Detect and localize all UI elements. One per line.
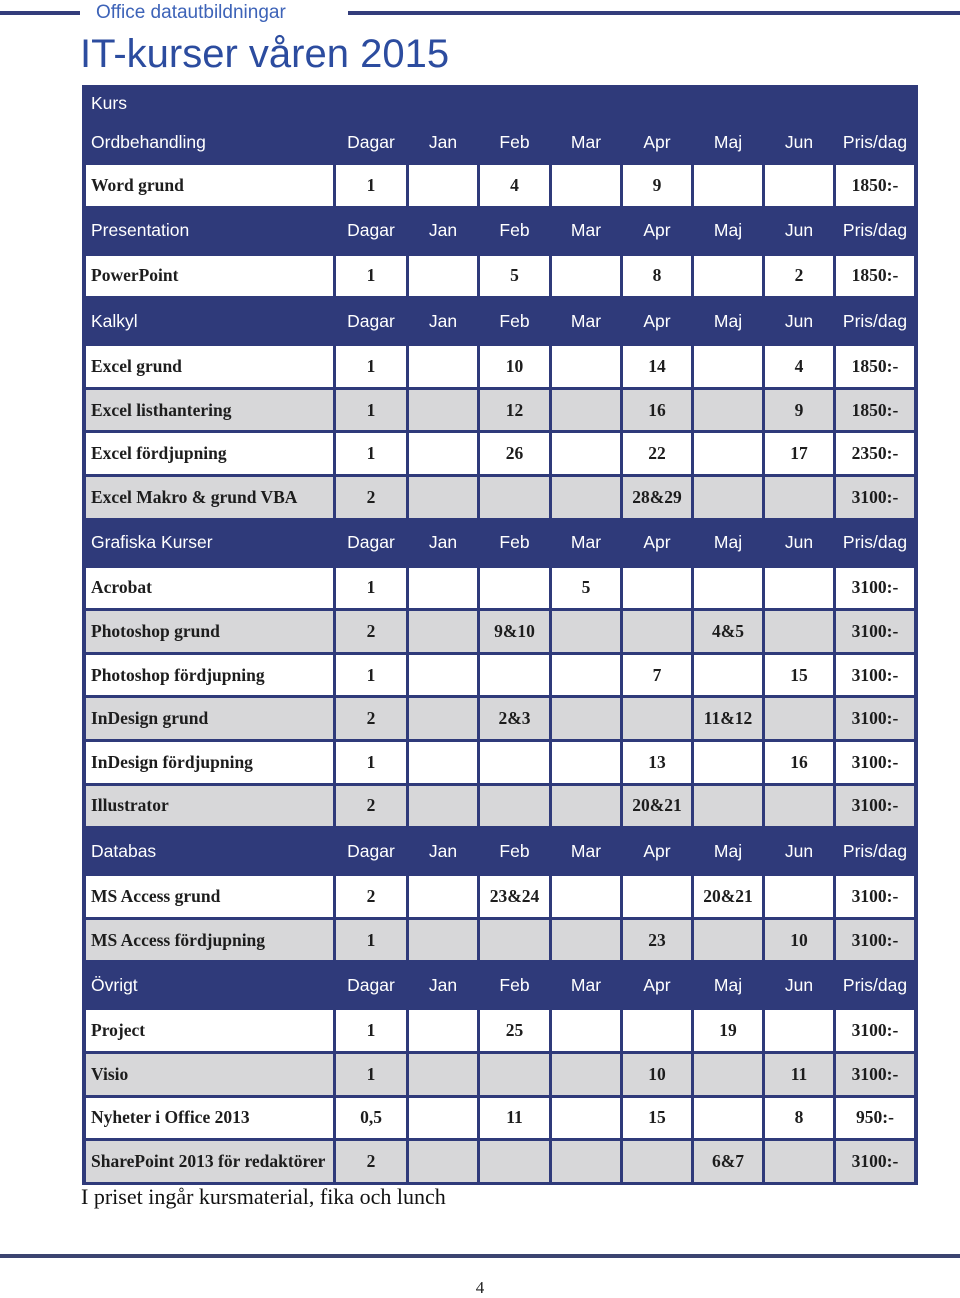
date-cell-feb	[480, 1141, 549, 1182]
price-cell: 3100:-	[836, 655, 914, 696]
date-cell-jan	[409, 568, 477, 609]
date-cell-apr	[623, 1141, 691, 1182]
date-cell-maj	[694, 346, 762, 387]
course-name: MS Access fördjupning	[86, 920, 333, 961]
date-cell-apr	[623, 1010, 691, 1051]
days-cell: 1	[336, 165, 406, 206]
date-cell-mar	[552, 1054, 620, 1095]
date-cell-jan	[409, 876, 477, 917]
course-name: Acrobat	[86, 568, 333, 609]
course-row	[86, 477, 914, 518]
column-label-feb: Feb	[499, 532, 530, 553]
date-cell-apr: 8	[623, 256, 691, 297]
date-cell-mar	[552, 165, 620, 206]
page-number: 4	[475, 1278, 485, 1297]
section-header-row	[86, 521, 914, 565]
date-cell-apr: 15	[623, 1098, 691, 1139]
page-title: IT-kurser våren 2015	[80, 32, 450, 76]
column-label-mar: Mar	[570, 974, 602, 995]
price-cell: 3100:-	[836, 477, 914, 518]
column-label-maj: Maj	[713, 974, 743, 995]
column-label-price: Pris/dag	[842, 220, 908, 241]
column-label-price: Pris/dag	[842, 532, 908, 553]
date-cell-maj	[694, 1054, 762, 1095]
price-cell: 950:-	[836, 1098, 914, 1139]
date-cell-feb	[480, 568, 549, 609]
section-header-row	[86, 963, 914, 1007]
date-cell-jan	[409, 165, 477, 206]
section-header-row	[86, 299, 914, 343]
date-cell-jun: 17	[765, 433, 833, 474]
column-label-feb: Feb	[499, 220, 530, 241]
price-cell: 3100:-	[836, 1054, 914, 1095]
column-label-price: Pris/dag	[842, 974, 908, 995]
date-cell-jan	[409, 786, 477, 827]
section-title: Ordbehandling	[91, 131, 206, 152]
date-cell-mar	[552, 346, 620, 387]
course-name: Project	[86, 1010, 333, 1051]
top-rule-left	[0, 11, 80, 15]
date-cell-jun	[765, 786, 833, 827]
date-cell-feb	[480, 920, 549, 961]
date-cell-maj	[694, 568, 762, 609]
column-label-days: Dagar	[347, 220, 395, 241]
column-label-jan: Jan	[428, 532, 458, 553]
days-cell: 1	[336, 568, 406, 609]
date-cell-feb: 25	[480, 1010, 549, 1051]
date-cell-feb: 5	[480, 256, 549, 297]
column-label-jan: Jan	[428, 840, 458, 861]
course-row	[86, 1098, 914, 1139]
column-label-days: Dagar	[347, 840, 395, 861]
table-top-label: Kurs	[91, 93, 127, 113]
days-cell: 1	[336, 346, 406, 387]
date-cell-apr: 13	[623, 742, 691, 783]
column-label-feb: Feb	[499, 840, 530, 861]
price-cell: 3100:-	[836, 742, 914, 783]
section-header-row	[86, 122, 914, 162]
date-cell-mar	[552, 655, 620, 696]
date-cell-feb: 2&3	[480, 698, 549, 739]
course-row	[86, 390, 914, 431]
column-label-mar: Mar	[570, 131, 602, 152]
course-name: MS Access grund	[86, 876, 333, 917]
date-cell-jan	[409, 655, 477, 696]
date-cell-feb: 9&10	[480, 611, 549, 652]
date-cell-jan	[409, 1141, 477, 1182]
course-name: Photoshop fördjupning	[86, 655, 333, 696]
days-cell: 2	[336, 698, 406, 739]
column-label-apr: Apr	[643, 310, 671, 331]
section-title: Databas	[91, 840, 157, 861]
date-cell-apr	[623, 876, 691, 917]
column-label-jan: Jan	[428, 310, 458, 331]
date-cell-apr	[623, 698, 691, 739]
date-cell-jan	[409, 390, 477, 431]
date-cell-apr	[623, 568, 691, 609]
section-header-row	[86, 209, 914, 253]
date-cell-mar	[552, 390, 620, 431]
date-cell-feb: 12	[480, 390, 549, 431]
course-row	[86, 165, 914, 206]
price-cell: 3100:-	[836, 568, 914, 609]
date-cell-feb	[480, 477, 549, 518]
date-cell-mar	[552, 433, 620, 474]
column-label-price: Pris/dag	[842, 840, 908, 861]
date-cell-maj: 19	[694, 1010, 762, 1051]
column-label-jan: Jan	[428, 131, 458, 152]
course-row	[86, 1141, 914, 1182]
course-row	[86, 876, 914, 917]
column-label-days: Dagar	[347, 974, 395, 995]
column-label-jun: Jun	[784, 532, 814, 553]
price-cell: 2350:-	[836, 433, 914, 474]
date-cell-apr: 23	[623, 920, 691, 961]
column-label-mar: Mar	[570, 220, 602, 241]
date-cell-jun	[765, 165, 833, 206]
course-name: Photoshop grund	[86, 611, 333, 652]
course-name: Visio	[86, 1054, 333, 1095]
date-cell-jan	[409, 698, 477, 739]
date-cell-maj	[694, 786, 762, 827]
course-row	[86, 611, 914, 652]
column-label-price: Pris/dag	[842, 131, 908, 152]
date-cell-jun	[765, 477, 833, 518]
section-title: Presentation	[91, 220, 190, 241]
top-rule-right	[348, 11, 960, 15]
section-title: Grafiska Kurser	[91, 532, 213, 553]
days-cell: 1	[336, 433, 406, 474]
date-cell-jun	[765, 1141, 833, 1182]
column-label-feb: Feb	[499, 131, 530, 152]
date-cell-feb	[480, 786, 549, 827]
date-cell-apr: 28&29	[623, 477, 691, 518]
column-label-apr: Apr	[643, 131, 671, 152]
date-cell-jun: 11	[765, 1054, 833, 1095]
column-label-maj: Maj	[713, 131, 743, 152]
date-cell-maj	[694, 256, 762, 297]
date-cell-mar	[552, 876, 620, 917]
bottom-rule	[0, 1254, 960, 1258]
date-cell-jan	[409, 1098, 477, 1139]
course-row	[86, 698, 914, 739]
date-cell-apr: 16	[623, 390, 691, 431]
date-cell-mar	[552, 742, 620, 783]
date-cell-jun: 4	[765, 346, 833, 387]
days-cell: 2	[336, 876, 406, 917]
date-cell-apr: 14	[623, 346, 691, 387]
date-cell-feb	[480, 655, 549, 696]
date-cell-mar	[552, 1010, 620, 1051]
date-cell-apr: 22	[623, 433, 691, 474]
date-cell-mar	[552, 920, 620, 961]
days-cell: 1	[336, 742, 406, 783]
days-cell: 0,5	[336, 1098, 406, 1139]
date-cell-jan	[409, 1010, 477, 1051]
date-cell-jun	[765, 611, 833, 652]
date-cell-jun	[765, 698, 833, 739]
column-label-feb: Feb	[499, 310, 530, 331]
days-cell: 1	[336, 920, 406, 961]
date-cell-feb: 4	[480, 165, 549, 206]
column-label-apr: Apr	[643, 974, 671, 995]
days-cell: 1	[336, 256, 406, 297]
date-cell-jan	[409, 611, 477, 652]
days-cell: 2	[336, 611, 406, 652]
date-cell-mar	[552, 1141, 620, 1182]
price-cell: 3100:-	[836, 786, 914, 827]
date-cell-maj: 20&21	[694, 876, 762, 917]
date-cell-jan	[409, 1054, 477, 1095]
date-cell-apr	[623, 611, 691, 652]
column-label-jun: Jun	[784, 220, 814, 241]
days-cell: 1	[336, 390, 406, 431]
course-name: Word grund	[86, 165, 333, 206]
date-cell-jun: 9	[765, 390, 833, 431]
course-name: Excel listhantering	[86, 390, 333, 431]
price-cell: 1850:-	[836, 346, 914, 387]
course-row	[86, 742, 914, 783]
date-cell-maj: 11&12	[694, 698, 762, 739]
date-cell-maj	[694, 920, 762, 961]
price-cell: 3100:-	[836, 698, 914, 739]
column-label-mar: Mar	[570, 532, 602, 553]
days-cell: 2	[336, 477, 406, 518]
date-cell-jun: 15	[765, 655, 833, 696]
date-cell-jun: 16	[765, 742, 833, 783]
date-cell-maj	[694, 433, 762, 474]
date-cell-jun: 2	[765, 256, 833, 297]
date-cell-jun	[765, 1010, 833, 1051]
date-cell-maj	[694, 655, 762, 696]
date-cell-jan	[409, 477, 477, 518]
date-cell-mar	[552, 477, 620, 518]
column-label-apr: Apr	[643, 532, 671, 553]
date-cell-mar	[552, 611, 620, 652]
date-cell-mar	[552, 1098, 620, 1139]
column-label-mar: Mar	[570, 310, 602, 331]
course-row	[86, 256, 914, 297]
date-cell-maj	[694, 1098, 762, 1139]
days-cell: 2	[336, 1141, 406, 1182]
date-cell-feb	[480, 1054, 549, 1095]
date-cell-jan	[409, 742, 477, 783]
date-cell-feb: 11	[480, 1098, 549, 1139]
column-label-maj: Maj	[713, 220, 743, 241]
course-row	[86, 920, 914, 961]
column-label-price: Pris/dag	[842, 310, 908, 331]
price-cell: 3100:-	[836, 1141, 914, 1182]
column-label-jun: Jun	[784, 840, 814, 861]
course-row	[86, 346, 914, 387]
price-cell: 3100:-	[836, 920, 914, 961]
date-cell-feb	[480, 742, 549, 783]
date-cell-feb: 26	[480, 433, 549, 474]
date-cell-jun: 8	[765, 1098, 833, 1139]
course-row	[86, 433, 914, 474]
days-cell: 2	[336, 786, 406, 827]
date-cell-apr: 20&21	[623, 786, 691, 827]
date-cell-maj	[694, 742, 762, 783]
days-cell: 1	[336, 655, 406, 696]
column-label-jun: Jun	[784, 974, 814, 995]
price-cell: 1850:-	[836, 256, 914, 297]
course-name: Nyheter i Office 2013	[86, 1098, 333, 1139]
date-cell-jan	[409, 920, 477, 961]
date-cell-mar	[552, 786, 620, 827]
date-cell-feb: 10	[480, 346, 549, 387]
course-name: PowerPoint	[86, 256, 333, 297]
column-label-maj: Maj	[713, 532, 743, 553]
days-cell: 1	[336, 1010, 406, 1051]
price-note: I priset ingår kursmaterial, fika och lunch	[81, 1184, 446, 1209]
course-row	[86, 1010, 914, 1051]
section-header-row	[86, 829, 914, 873]
course-row	[86, 568, 914, 609]
brand-label: Office datautbildningar	[96, 2, 286, 23]
price-cell: 1850:-	[836, 165, 914, 206]
date-cell-apr: 7	[623, 655, 691, 696]
column-label-days: Dagar	[347, 532, 395, 553]
course-row	[86, 1054, 914, 1095]
section-title: Övrigt	[91, 974, 138, 995]
course-name: SharePoint 2013 för redaktörer	[86, 1141, 333, 1182]
date-cell-jan	[409, 346, 477, 387]
column-label-apr: Apr	[643, 220, 671, 241]
course-table	[82, 85, 918, 1185]
column-label-jan: Jan	[428, 220, 458, 241]
date-cell-jun	[765, 568, 833, 609]
column-label-jan: Jan	[428, 974, 458, 995]
course-name: Excel Makro & grund VBA	[86, 477, 333, 518]
column-label-mar: Mar	[570, 840, 602, 861]
date-cell-maj	[694, 165, 762, 206]
course-name: Excel fördjupning	[86, 433, 333, 474]
column-label-jun: Jun	[784, 131, 814, 152]
column-label-apr: Apr	[643, 840, 671, 861]
column-label-days: Dagar	[347, 310, 395, 331]
column-label-days: Dagar	[347, 131, 395, 152]
date-cell-mar	[552, 698, 620, 739]
date-cell-maj: 6&7	[694, 1141, 762, 1182]
course-name: Illustrator	[86, 786, 333, 827]
price-cell: 3100:-	[836, 876, 914, 917]
date-cell-feb: 23&24	[480, 876, 549, 917]
price-cell: 3100:-	[836, 611, 914, 652]
course-name: Excel grund	[86, 346, 333, 387]
section-title: Kalkyl	[91, 310, 138, 331]
date-cell-maj: 4&5	[694, 611, 762, 652]
date-cell-maj	[694, 390, 762, 431]
course-row	[86, 786, 914, 827]
date-cell-jun: 10	[765, 920, 833, 961]
column-label-maj: Maj	[713, 840, 743, 861]
course-name: InDesign fördjupning	[86, 742, 333, 783]
course-row	[86, 655, 914, 696]
column-label-feb: Feb	[499, 974, 530, 995]
column-label-maj: Maj	[713, 310, 743, 331]
date-cell-mar	[552, 256, 620, 297]
price-cell: 3100:-	[836, 1010, 914, 1051]
date-cell-apr: 9	[623, 165, 691, 206]
date-cell-apr: 10	[623, 1054, 691, 1095]
price-cell: 1850:-	[836, 390, 914, 431]
date-cell-mar: 5	[552, 568, 620, 609]
date-cell-maj	[694, 477, 762, 518]
date-cell-jun	[765, 876, 833, 917]
date-cell-jan	[409, 256, 477, 297]
date-cell-jan	[409, 433, 477, 474]
column-label-jun: Jun	[784, 310, 814, 331]
course-name: InDesign grund	[86, 698, 333, 739]
days-cell: 1	[336, 1054, 406, 1095]
